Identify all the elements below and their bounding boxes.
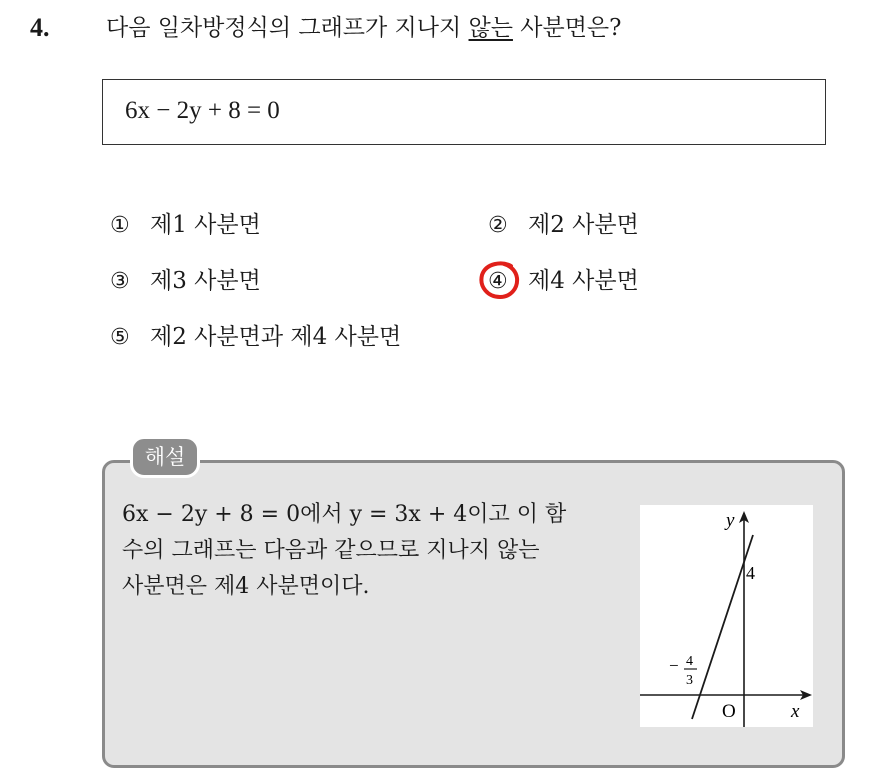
solution-line-2: 수의 그래프는 다음과 같으므로 지나지 않는 xyxy=(122,538,540,563)
x-axis-label: x xyxy=(791,701,800,722)
choice-label: 제2 사분면 xyxy=(528,212,639,238)
choice-label: 제4 사분면 xyxy=(528,268,639,294)
choice-number: ② xyxy=(488,213,508,238)
solution-text xyxy=(122,497,622,605)
solution-tab: 해설 xyxy=(130,436,200,478)
origin-label: O xyxy=(722,701,736,722)
question-text-before: 다음 일차방정식의 그래프가 지나지 xyxy=(106,15,469,41)
choice-2[interactable] xyxy=(488,210,639,241)
choice-5[interactable] xyxy=(110,322,401,353)
y-axis-label: y xyxy=(726,510,735,531)
equation: 6x − 2y + 8 = 0 xyxy=(125,97,280,124)
choice-number: ① xyxy=(110,213,130,238)
y-intercept-label: 4 xyxy=(746,563,755,583)
x-intercept-sign: − xyxy=(669,656,679,675)
choice-1[interactable] xyxy=(110,210,261,241)
question-text xyxy=(106,12,621,44)
choice-label: 제1 사분면 xyxy=(150,212,261,238)
answer-circle-stroke xyxy=(481,263,517,297)
graph-svg xyxy=(640,505,813,727)
question-text-after: 사분면은? xyxy=(512,15,622,41)
solution-line-1: 6x − 2y + 8 = 0에서 y = 3x + 4이고 이 함 xyxy=(122,502,567,527)
x-intercept-denominator: 3 xyxy=(686,673,693,688)
choice-label: 제2 사분면과 제4 사분면 xyxy=(150,324,402,350)
question-number: 4. xyxy=(30,13,50,42)
answer-circle-mark xyxy=(478,260,522,302)
choice-number: ④ xyxy=(488,269,508,294)
x-intercept-numerator: 4 xyxy=(686,654,693,669)
equation-box xyxy=(102,79,826,145)
solution-graph xyxy=(640,505,813,727)
question-text-underlined: 않는 xyxy=(468,15,513,41)
choice-number: ③ xyxy=(110,269,130,294)
choice-label: 제3 사분면 xyxy=(150,268,261,294)
choice-number: ⑤ xyxy=(110,325,130,350)
choice-3[interactable] xyxy=(110,266,261,297)
solution-line-3: 사분면은 제4 사분면이다. xyxy=(122,574,370,599)
